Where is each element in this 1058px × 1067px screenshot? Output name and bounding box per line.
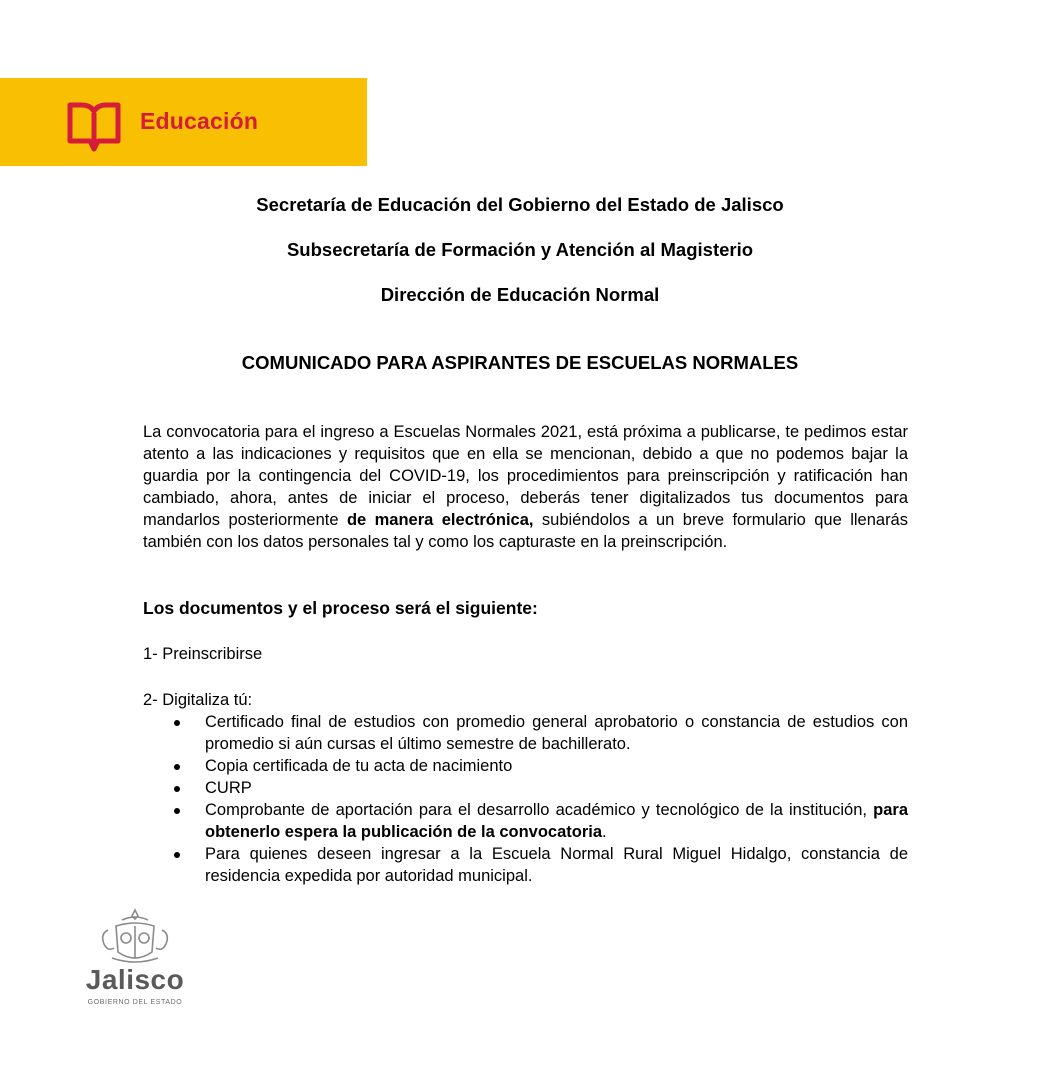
intro-text-2: subiéndolos a un breve formulario que llenarás también con los datos personales tal y como los capturaste en la preinscripción. [143,511,908,551]
coat-of-arms-icon [82,908,188,964]
step-2: 2- Digitaliza tú: [143,691,253,709]
bullet-icon [174,720,180,726]
list-item: Comprobante de aportación para el desarrollo académico y tecnológico de la institución, para obtenerlo espera la publicación de la convocatoria. [143,799,908,843]
step-2-section [143,689,908,887]
list-item: Para quienes deseen ingresar a la Escuela Normal Rural Miguel Hidalgo, constancia de residencia expedida por autoridad municipal. [143,843,908,887]
book-icon [66,99,122,153]
logo-subtitle: GOBIERNO DEL ESTADO [87,999,183,1006]
brand-name: Educación [140,108,259,134]
header-secretaria: Secretaría de Educación del Gobierno del Estado de Jalisco [256,194,784,215]
list-item: Certificado final de estudios con promedio general aprobatorio o constancia de estudios con promedio si aún cursas el último semestre de bachillerato. [143,711,908,755]
header-subsecretaria: Subsecretaría de Formación y Atención al Magisterio [286,239,754,260]
header-direccion: Dirección de Educación Normal [380,284,660,305]
intro-text: La convocatoria para el ingreso a Escuelas Normales 2021, está próxima a publicarse, te pedimos estar atento a las indicaciones y requisitos que en ella se mencionan, debido a que no podemos bajar la guardia por la contingencia del COVID-19, los procedimientos para preinscripción y ratificación han cambiado, ahora, antes de iniciar el proceso, deberás tener digitalizados tus documentos para mandarlos posteriormente [143,423,908,529]
document-title: COMUNICADO PARA ASPIRANTES DE ESCUELAS NORMALES [241,352,799,373]
logo-name: Jalisco [85,964,185,995]
bullet-icon [174,808,180,814]
documents-list [143,711,908,887]
bullet-icon [174,852,180,858]
jalisco-logo [82,908,192,1013]
process-heading: Los documentos y el proceso será el siguiente: [143,598,538,618]
list-item: Copia certificada de tu acta de nacimiento [143,755,908,777]
bullet-icon [174,786,180,792]
step-1: 1- Preinscribirse [143,645,263,663]
intro-bold: de manera electrónica, [346,511,534,529]
bullet-icon [174,764,180,770]
list-item: CURP [143,777,908,799]
education-banner [0,78,367,166]
intro-paragraph [143,421,908,553]
